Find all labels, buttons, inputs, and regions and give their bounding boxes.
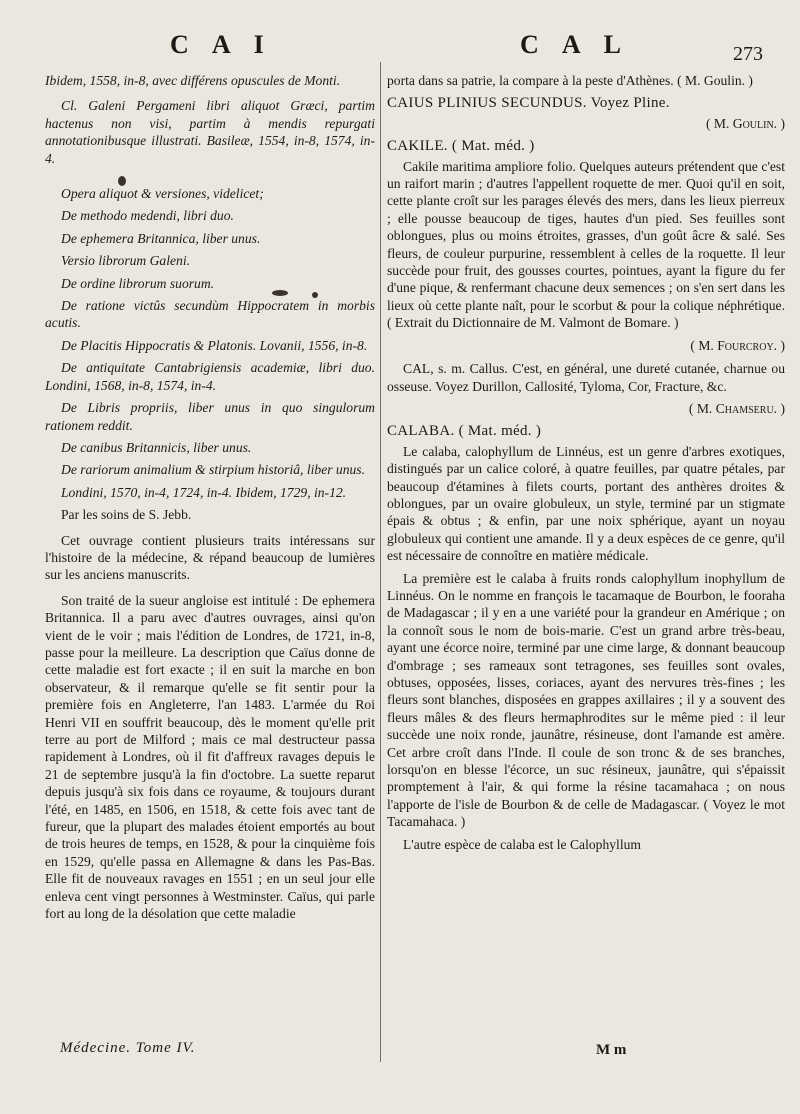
paragraph: CAL, s. m. Callus. C'est, en général, une dureté cutanée, charnue ou osseuse. Voyez Durillon, Callosité, Tyloma, Cor, Fracture, &c. (387, 361, 785, 394)
paragraph: Cet ouvrage contient plusieurs traits intéressans sur l'histoire de la médecine, & répand beaucoup de lumières sur les anciens manuscrits. (45, 532, 375, 583)
author-credit: ( M. Chamseru. ) (688, 400, 785, 416)
paragraph: L'autre espèce de calaba est le Calophyllum (403, 836, 641, 852)
entry-heading: CALABA. ( Mat. méd. ) (387, 423, 542, 440)
left-column (45, 72, 375, 927)
paragraph: Son traité de la sueur angloise est intitulé : De ephemera Britannica. Il a paru avec d'autres ouvrages, ainsi qu'on vient de le voir ; mais l'édition de Londres, de 1721, in-8, passe pour la meilleure. La description que Caïus donne de cette maladie est fort exacte ; il en suit la marche en bon observateur, & il remarque qu'elle se fit sentir pour la première fois en Angleterre, l'an 1483. L'armée du Roi Henri VII en souffrit beaucoup, dès le moment qu'elle prit terre au port de Milford ; mais ce mal destructeur passa rapidement à Londres, où il fit d'affreux ravages depuis le 21 de septembre jusqu'à la fin d'octobre. La suette reparut depuis jusqu'à six fois dans ce royaume, & toujours durant l'été, en 1485, en 1506, en 1518, & cette fois avec tant de fureur, que la plupart des malades étoient emportés au bout de trois heures de temps, en 1528, & pour la cinquième fois en 1529, qu'elle passa en Allemagne & dans les Pas-Bas. Elle fit de nouveaux ravages en 1551 ; en un seul jour elle enleva cent vingt personnes à Westminster. Caïus, qui parle fort au long de la désolation que cette maladie (45, 592, 375, 922)
signature-mark: M m (596, 1042, 627, 1058)
author-credit: ( M. Fourcroy. ) (690, 337, 785, 353)
paragraph: De canibus Britannicis, liber unus. (61, 439, 252, 455)
paragraph: Opera aliquot & versiones, videlicet; (61, 186, 264, 202)
paragraph: De Libris propriis, liber unus in quo singulorum rationem reddit. (45, 400, 375, 433)
paragraph: Londini, 1570, in-4, 1724, in-4. Ibidem, 1729, in-12. (61, 484, 347, 500)
paragraph: Versio librorum Galeni. (61, 253, 191, 269)
paragraph: De ephemera Britannica, liber unus. (61, 230, 261, 246)
paragraph: Cakile maritima ampliore folio. Quelques auteurs prétendent que c'est un raifort marin ; d'autres l'appellent roquette de mer. Quoi qu'il en soit, cette plante croît sur les parages élevés des mers, dans les lieux pierreux ; elle pousse beaucoup de tiges, hautes d'un pied. Ses feuilles sont oblongues, plus ou moins étroites, grasses, d'un goût âcre & salé. Ses fleurs, de couleur purpurine, ressemblent à celles de la roquette. Il leur succède pour fruit, des gousses courtes, pointues, ayant la figure du fer d'une pique, & renfermant chacune deux semences ; on s'en sert dans les lieux où cette plante naît, pour le scorbut & pour la colique néphrétique. ( Extrait du Dictionnaire de M. Valmont de Bomare. ) (387, 158, 785, 331)
footer-title: Médecine. Tome IV. (60, 1040, 196, 1056)
paragraph: De ordine librorum suorum. (61, 275, 215, 291)
paragraph: porta dans sa patrie, la compare à la peste d'Athènes. ( M. Goulin. ) (387, 73, 753, 88)
paragraph: Par les soins de S. Jebb. (61, 507, 192, 523)
paragraph: Le calaba, calophyllum de Linnéus, est un genre d'arbres exotiques, distingués par un calice coloré, à quatre feuilles, par quatre pétales, par beaucoup d'étamines à filets courts, portant des anthères droites & oblongues, par un ovaire globuleux, un style, terminé par un stigmate épais & obtus ; & enfin, par une noix sphérique, ayant un noyau globuleux qui contient une amande. Il y a deux espèces de ce genre, qu'il est nécessaire de connoître en matière médicale. (387, 443, 785, 564)
page-number: 273 (733, 43, 763, 65)
paragraph: De antiquitate Cantabrigiensis academiæ, libri duo. Londini, 1568, in-8, 1574, in-4. (45, 360, 375, 393)
paragraph: De rariorum animalium & stirpium historiâ, liber unus. (61, 462, 365, 478)
running-head-left: C A I (170, 30, 273, 59)
paragraph: La première est le calaba à fruits ronds calophyllum inophyllum de Linnéus. On le nomme en françois le tacamaque de Bourbon, le fooraha de Madagascar ; il y en a une variété pour la grandeur en Amérique ; on la connoît sous le nom de bois-marie. C'est un grand arbre très-beau, ayant une écorce noire, terminé par une cime large, & donnant beaucoup d'ombrage ; ses rameaux sont tetragones, ses feuilles sont ovales, obtuses, opposées, lisses, coriaces, ayant des nervures très-fines ; les fleurs sont blanches, disposées en grappes axillaires ; il y a souvent des fleurs mâles & des fleurs hermaphrodites sur le même pied : il leur succède une noix ronde, jaunâtre, résineuse, dont l'amande est amère. Cet arbre croît dans l'Inde. Il coule de son tronc & de ses branches, lorsqu'on en blesse l'écorce, un suc résineux, jaunâtre, qui s'épaissit promptement à l'air, & qui forme la résine tacamahaca ; on nous l'apporte de l'isle de Bourbon & de celle de Madagascar. ( Voyez le mot Tacamahaca. ) (387, 570, 785, 830)
paragraph: De Placitis Hippocratis & Platonis. Lovanii, 1556, in-8. (61, 337, 368, 353)
entry-heading: CAIUS PLINIUS SECUNDUS. Voyez Pline. (387, 95, 670, 112)
author-credit: ( M. Goulin. ) (705, 115, 785, 131)
paragraph: De ratione victûs secundùm Hippocratem in morbis acutis. (45, 298, 375, 331)
paragraph: De methodo medendi, libri duo. (61, 208, 234, 224)
entry-heading: CAKILE. ( Mat. méd. ) (387, 138, 535, 155)
running-head-right: C A L (520, 30, 631, 59)
paragraph: Ibidem, 1558, in-8, avec différens opuscules de Monti. (45, 73, 341, 88)
column-divider (380, 62, 381, 1062)
paragraph: Cl. Galeni Pergameni libri aliquot Græci, partim hactenus non visi, partim à mendis repurgati annotationibusque illustrati. Basileæ, 1554, in-8, 1574, in-4. (45, 98, 375, 166)
right-column (387, 72, 785, 858)
